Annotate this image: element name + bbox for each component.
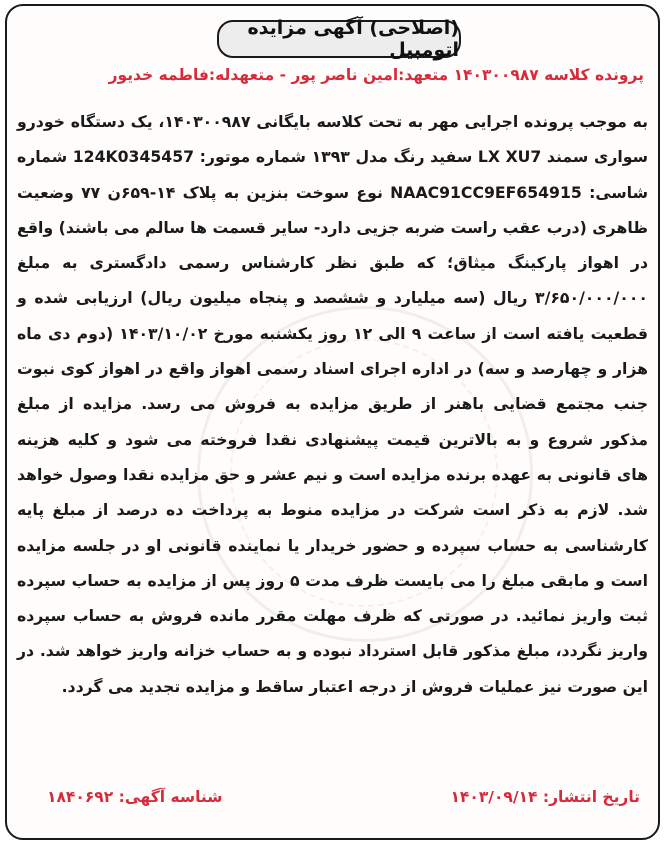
ad-body-text: به موجب پرونده اجرایی مهر به تحت کلاسه بایگانی ۱۴۰۳۰۰۹۸۷، یک دستگاه خودرو سواری سمند LX XU7 سفید رنگ مدل ۱۳۹۳ شماره موتور: 124K0345457 شماره شاسی: NAAC91CC9EF654915 نوع سوخت بنزین به پلاک ۱۴-۶۵۹ن ۷۷ وضعیت ظاهری (درب عقب راست ضربه جزیی دارد- سایر قسمت ها سالم می باشند) واقع در اهواز پارکینگ میثاق؛ که طبق نظر کارشناس رسمی دادگستری به مبلغ ۳/۶۵۰/۰۰۰/۰۰۰ ریال (سه میلیارد و ششصد و پنجاه میلیون ریال) ارزیابی شده و قطعیت یافته است از ساعت ۹ الی ۱۲ روز یکشنبه مورخ ۱۴۰۳/۱۰/۰۲ (دوم دی ماه هزار و چهارصد و سه) در اداره اجرای اسناد رسمی اهواز واقع در اهواز کوی نبوت جنب مجتمع قضایی باهنر از طریق مزایده به فروش می رسد. مزایده از مبلغ مذکور شروع و به بالاترین قیمت پیشنهادی نقدا فروخته می شود و کلیه هزینه های قانونی به عهده برنده مزایده است و نیم عشر و حق مزایده نقدا وصول خواهد شد. لازم به ذکر است شرکت در مزایده منوط به پرداخت ده درصد از مبلغ پایه کارشناسی به حساب سپرده و حضور خریدار یا نماینده قانونی او در جلسه مزایده است و مابقی مبلغ را می بایست ظرف مدت ۵ روز پس از مزایده به حساب سپرده ثبت واریز نمائید. در صورتی که ظرف مهلت مقرر مانده فروش به حساب سپرده واریز نگردد، مبلغ مذکور قابل استرداد نبوده و به حساب خزانه واریز خواهد شد. در این صورت نیز عملیات فروش از درجه اعتبار ساقط و مزایده تجدید می گردد. bbox=[17, 112, 649, 696]
ad-id: شناسه آگهی: ۱۸۴۰۶۹۲ bbox=[47, 788, 223, 806]
publish-date: تاریخ انتشار: ۱۴۰۳/۰۹/۱۴ bbox=[450, 788, 640, 806]
case-line: پرونده کلاسه ۱۴۰۳۰۰۹۸۷ متعهد:امین ناصر پور - متعهدله:فاطمه خدیور bbox=[108, 66, 644, 84]
ad-title: (اصلاحی) آگهی مزایده اتومبیل bbox=[217, 20, 461, 58]
ad-frame bbox=[5, 4, 660, 840]
